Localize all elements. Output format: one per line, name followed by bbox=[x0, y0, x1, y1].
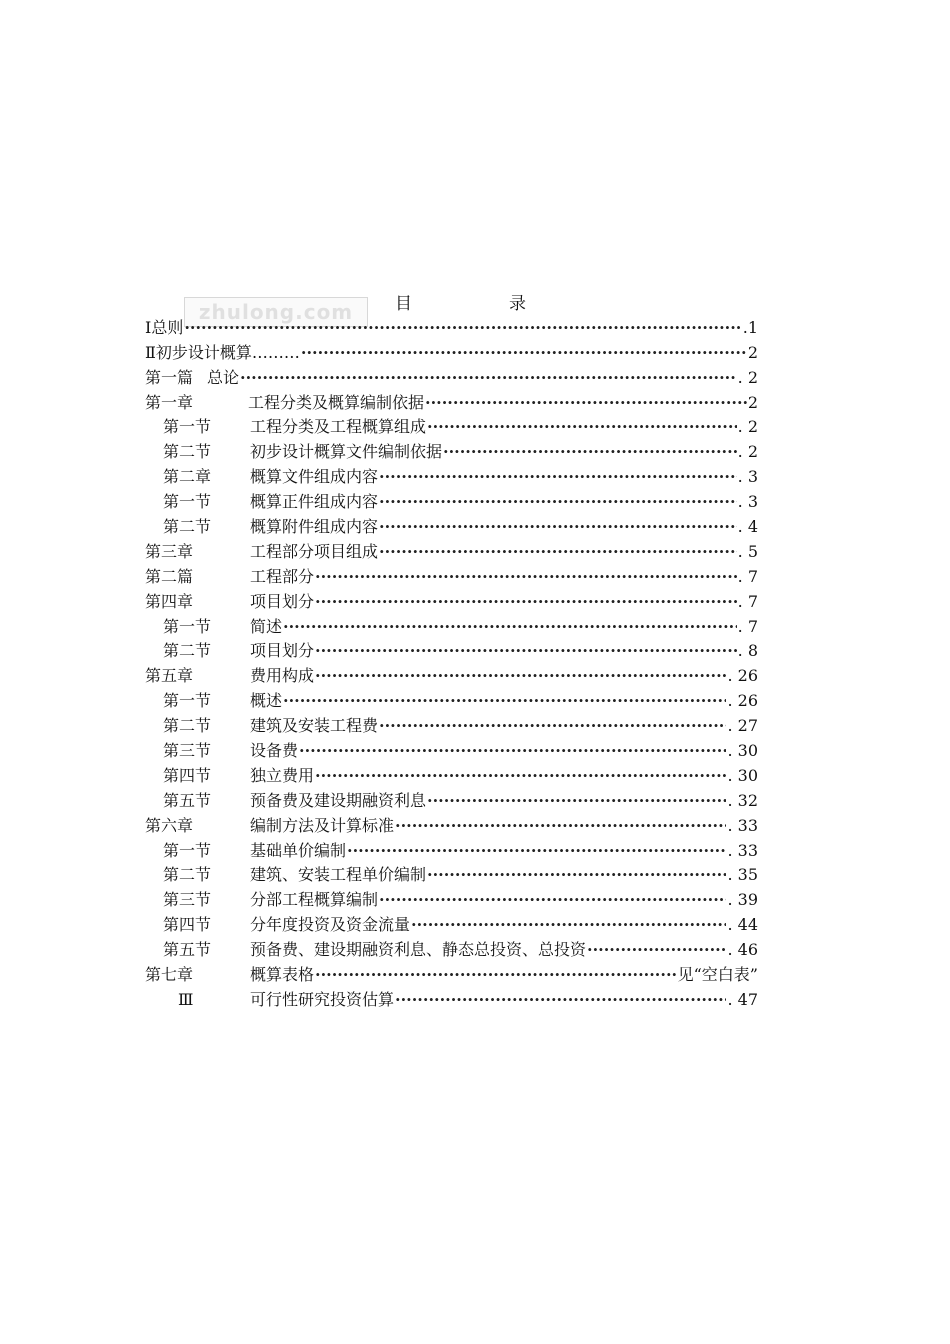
dot-leader bbox=[379, 542, 737, 562]
toc-entry[interactable] bbox=[145, 861, 758, 886]
toc-entry[interactable] bbox=[145, 960, 758, 985]
toc-entry-number: 第一章 bbox=[145, 392, 194, 412]
toc-entry-title: 概算附件组成内容 bbox=[250, 517, 379, 537]
toc-entry[interactable] bbox=[145, 462, 758, 487]
toc-entry-page: 2 bbox=[747, 342, 758, 362]
dot-leader bbox=[395, 816, 726, 836]
toc-entry[interactable] bbox=[145, 786, 758, 811]
toc-entry[interactable] bbox=[145, 313, 758, 338]
toc-entry-title: 概述 bbox=[250, 691, 283, 711]
toc-entry-page: . 8 bbox=[737, 641, 758, 661]
toc-entry[interactable] bbox=[145, 512, 758, 537]
toc-entry-number: 第一节 bbox=[163, 417, 212, 437]
dot-leader bbox=[315, 592, 737, 612]
toc-entry[interactable] bbox=[145, 413, 758, 438]
toc-entry[interactable] bbox=[145, 811, 758, 836]
toc-entry-number: 第五节 bbox=[163, 940, 212, 960]
dot-leader bbox=[315, 567, 737, 587]
toc-entry-page: . 2 bbox=[737, 417, 758, 437]
toc-entry-page: . 3 bbox=[737, 492, 758, 512]
dot-leader bbox=[379, 890, 726, 910]
toc-entry-number: 第三节 bbox=[163, 741, 212, 761]
toc-entry-title: 建筑、安装工程单价编制 bbox=[250, 865, 427, 885]
toc-entry-number: Ⅲ bbox=[178, 989, 194, 1009]
dot-leader bbox=[379, 492, 737, 512]
dot-leader bbox=[427, 865, 726, 885]
toc-entry-title: 分部工程概算编制 bbox=[250, 890, 379, 910]
dot-leader bbox=[425, 393, 747, 413]
watermark-logo: zhulong.com bbox=[184, 297, 368, 327]
toc-entry-title: 项目划分 bbox=[250, 591, 315, 611]
dot-leader bbox=[301, 343, 747, 363]
toc-entry[interactable] bbox=[145, 761, 758, 786]
dot-leader bbox=[184, 318, 741, 338]
toc-entry[interactable] bbox=[145, 910, 758, 935]
toc-entry-title: 工程分类及工程概算组成 bbox=[250, 417, 427, 437]
toc-entry-number: 第二节 bbox=[163, 517, 212, 537]
toc-entry-title: 可行性研究投资估算 bbox=[250, 989, 395, 1009]
toc-entry-title: 基础单价编制 bbox=[250, 840, 347, 860]
toc-entry-page: 见“空白表” bbox=[677, 965, 758, 985]
toc-entry[interactable] bbox=[145, 612, 758, 637]
toc-entry-number: 第四章 bbox=[145, 591, 194, 611]
toc-entry[interactable] bbox=[145, 437, 758, 462]
toc-entry-number: 第四节 bbox=[163, 915, 212, 935]
toc-entry-page: . 32 bbox=[727, 790, 758, 810]
toc-entry[interactable] bbox=[145, 388, 758, 413]
toc-entry-title: 简述 bbox=[250, 616, 283, 636]
toc-entry-title: 独立费用 bbox=[250, 765, 315, 785]
toc-entry[interactable] bbox=[145, 686, 758, 711]
toc-entry[interactable] bbox=[145, 661, 758, 686]
dot-leader bbox=[587, 940, 726, 960]
dot-leader bbox=[427, 791, 726, 811]
toc-entry-page: . 30 bbox=[727, 741, 758, 761]
toc-entry-page: . 26 bbox=[727, 666, 758, 686]
toc-entry[interactable] bbox=[145, 637, 758, 662]
toc-entry-page: . 30 bbox=[727, 765, 758, 785]
toc-entry[interactable] bbox=[145, 935, 758, 960]
toc-entry[interactable] bbox=[145, 562, 758, 587]
toc-entry-page: . 7 bbox=[737, 591, 758, 611]
toc-entry-page: . 7 bbox=[737, 566, 758, 586]
toc-entry-page: . 2 bbox=[737, 442, 758, 462]
dot-leader bbox=[315, 965, 677, 985]
dot-leader bbox=[283, 691, 726, 711]
toc-entry-title: Ⅰ总则 bbox=[145, 317, 184, 337]
toc-entry-number: 第一节 bbox=[163, 840, 212, 860]
toc-entry-page: 2 bbox=[747, 392, 758, 412]
dot-leader bbox=[283, 617, 737, 637]
toc-entry-title: 费用构成 bbox=[250, 666, 315, 686]
toc-entry-page: . 4 bbox=[737, 517, 758, 537]
toc-entry[interactable] bbox=[145, 587, 758, 612]
toc-heading: 目 录 bbox=[395, 294, 566, 314]
dot-leader bbox=[379, 467, 737, 487]
toc-entry-number: 第四节 bbox=[163, 765, 212, 785]
toc-entry-title: 分年度投资及资金流量 bbox=[250, 915, 411, 935]
dot-leader bbox=[347, 841, 726, 861]
table-of-contents bbox=[145, 313, 758, 1010]
toc-entry-title: 工程部分项目组成 bbox=[250, 541, 379, 561]
toc-entry-title: 预备费、建设期融资利息、静态总投资、总投资 bbox=[250, 940, 587, 960]
toc-entry-title: 项目划分 bbox=[250, 641, 315, 661]
dot-leader bbox=[395, 990, 726, 1010]
dot-leader bbox=[315, 766, 726, 786]
toc-entry-page: . 46 bbox=[727, 940, 758, 960]
toc-entry-number: 第二节 bbox=[163, 865, 212, 885]
toc-entry-page: . 2 bbox=[737, 367, 758, 387]
dot-leader bbox=[379, 517, 737, 537]
dot-leader bbox=[443, 442, 737, 462]
toc-entry-number: 第二节 bbox=[163, 716, 212, 736]
toc-entry[interactable] bbox=[145, 537, 758, 562]
toc-entry-number: 第六章 bbox=[145, 815, 194, 835]
toc-entry-page: . 35 bbox=[727, 865, 758, 885]
toc-entry-page: . 7 bbox=[737, 616, 758, 636]
toc-entry-number: 第二节 bbox=[163, 641, 212, 661]
dot-leader bbox=[315, 641, 737, 661]
toc-entry-number: 第三节 bbox=[163, 890, 212, 910]
toc-entry[interactable] bbox=[145, 885, 758, 910]
toc-entry-title: 概算文件组成内容 bbox=[250, 467, 379, 487]
toc-entry-number: 第二篇 bbox=[145, 566, 194, 586]
toc-entry-number: 第二节 bbox=[163, 442, 212, 462]
toc-entry[interactable] bbox=[145, 487, 758, 512]
toc-entry-number: 第三章 bbox=[145, 541, 194, 561]
toc-entry-page: . 5 bbox=[737, 541, 758, 561]
toc-entry-title: 概算表格 bbox=[250, 965, 315, 985]
toc-entry-title: 建筑及安装工程费 bbox=[250, 716, 379, 736]
toc-entry[interactable] bbox=[145, 985, 758, 1010]
toc-entry-page: . 33 bbox=[727, 840, 758, 860]
toc-entry-number: 第七章 bbox=[145, 965, 194, 985]
toc-entry-title: 预备费及建设期融资利息 bbox=[250, 790, 427, 810]
toc-entry[interactable] bbox=[145, 363, 758, 388]
toc-entry-page: . 27 bbox=[727, 716, 758, 736]
toc-entry[interactable] bbox=[145, 711, 758, 736]
dot-leader bbox=[427, 417, 737, 437]
toc-entry-number: 第一节 bbox=[163, 492, 212, 512]
toc-entry[interactable] bbox=[145, 836, 758, 861]
toc-entry-title: 总论 bbox=[207, 367, 240, 387]
toc-entry-page: . 26 bbox=[727, 691, 758, 711]
toc-entry-number: 第二章 bbox=[163, 467, 212, 487]
toc-entry-page: . 3 bbox=[737, 467, 758, 487]
toc-entry-title: 设备费 bbox=[250, 741, 299, 761]
toc-entry-page: .1 bbox=[742, 317, 758, 337]
toc-entry-number: 第一篇 bbox=[145, 367, 194, 387]
toc-entry-page: . 39 bbox=[727, 890, 758, 910]
toc-entry-number: 第一节 bbox=[163, 691, 212, 711]
dot-leader bbox=[299, 741, 726, 761]
toc-entry-title: 工程部分 bbox=[250, 566, 315, 586]
toc-entry-page: . 44 bbox=[727, 915, 758, 935]
toc-entry[interactable] bbox=[145, 736, 758, 761]
toc-entry-page: . 33 bbox=[727, 815, 758, 835]
dot-leader bbox=[315, 666, 726, 686]
toc-entry-title: 编制方法及计算标准 bbox=[250, 815, 395, 835]
toc-entry-title: Ⅱ初步设计概算……… bbox=[145, 342, 300, 362]
dot-leader bbox=[411, 915, 726, 935]
dot-leader bbox=[240, 368, 737, 388]
toc-entry-page: . 47 bbox=[727, 989, 758, 1009]
toc-entry-title: 初步设计概算文件编制依据 bbox=[250, 442, 443, 462]
toc-entry-number: 第一节 bbox=[163, 616, 212, 636]
toc-entry-title: 概算正件组成内容 bbox=[250, 492, 379, 512]
toc-entry-number: 第五节 bbox=[163, 790, 212, 810]
toc-entry-number: 第五章 bbox=[145, 666, 194, 686]
dot-leader bbox=[379, 716, 726, 736]
toc-entry-title: 工程分类及概算编制依据 bbox=[248, 392, 425, 412]
toc-entry[interactable] bbox=[145, 338, 758, 363]
